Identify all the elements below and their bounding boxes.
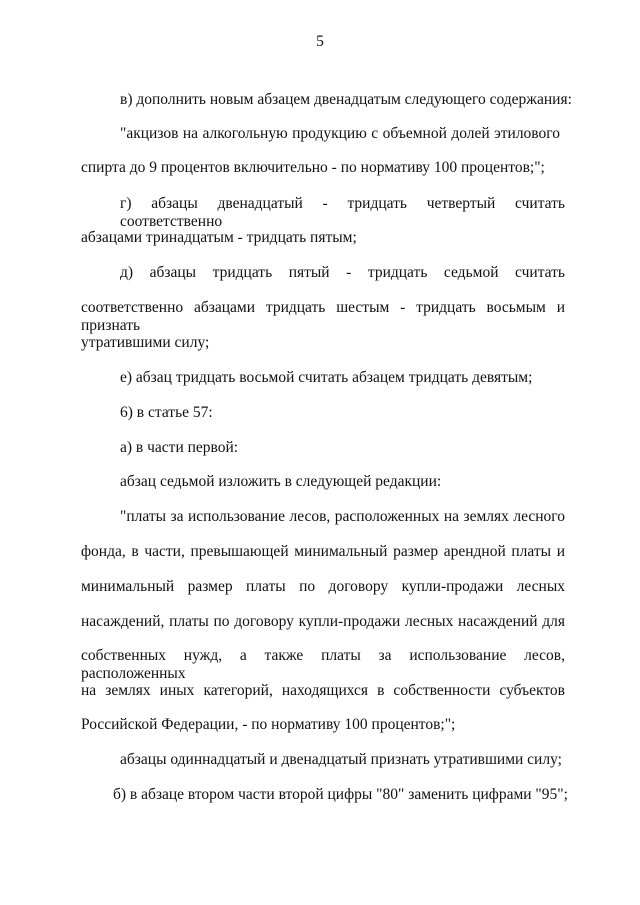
text-line: д) абзацы тридцать пятый - тридцать седьмой считать bbox=[120, 264, 565, 281]
text-line: соответственно абзацами тридцать шестым - тридцать восьмым и признать bbox=[81, 299, 565, 334]
text-line: г) абзацы двенадцатый - тридцать четвертый считать соответственно bbox=[120, 195, 565, 230]
text-line: Российской Федерации, - по нормативу 100 процентов;"; bbox=[81, 716, 456, 733]
text-line: б) в абзаце втором части второй цифры "80" заменить цифрами "95"; bbox=[113, 786, 568, 803]
text-line: собственных нужд, а также платы за использование лесов, расположенных bbox=[81, 647, 565, 682]
text-line: фонда, в части, превышающей минимальный размер арендной платы и bbox=[81, 543, 565, 560]
text-line: спирта до 9 процентов включительно - по нормативу 100 процентов;"; bbox=[81, 159, 545, 176]
text-line: "акцизов на алкогольную продукцию с объемной долей этилового bbox=[120, 125, 560, 142]
text-line: утратившими силу; bbox=[81, 334, 210, 351]
text-line: абзац седьмой изложить в следующей редакции: bbox=[120, 473, 442, 490]
text-line: 6) в статье 57: bbox=[120, 404, 213, 421]
page-number: 5 bbox=[316, 33, 324, 50]
text-line: "платы за использование лесов, расположенных на землях лесного bbox=[120, 508, 565, 525]
text-line: абзацы одиннадцатый и двенадцатый признать утратившими силу; bbox=[120, 751, 562, 768]
text-line: в) дополнить новым абзацем двенадцатым следующего содержания: bbox=[120, 91, 572, 108]
text-line: абзацами тринадцатым - тридцать пятым; bbox=[81, 229, 357, 246]
text-line: е) абзац тридцать восьмой считать абзацем тридцать девятым; bbox=[120, 369, 533, 386]
text-line: на землях иных категорий, находящихся в собственности субъектов bbox=[81, 682, 565, 699]
text-line: насаждений, платы по договору купли-продажи лесных насаждений для bbox=[81, 613, 565, 630]
text-line: минимальный размер платы по договору купли-продажи лесных bbox=[81, 578, 565, 595]
text-line: а) в части первой: bbox=[120, 439, 239, 456]
